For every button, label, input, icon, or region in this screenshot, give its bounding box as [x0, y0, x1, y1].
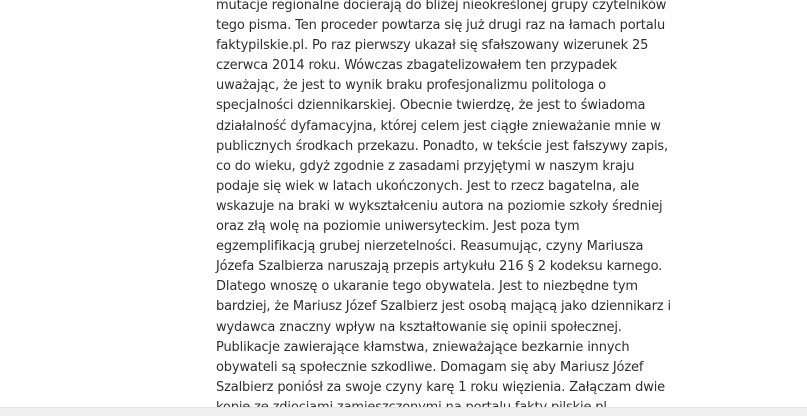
text-line: mutacje regionalne docierają do bliżej nieokreślonej grupy czytelników [216, 0, 667, 13]
text-line: tego pisma. Ten proceder powtarza się już drugi raz na łamach portalu [216, 18, 666, 34]
text-line: Józefa Szalbierza naruszają przepis artykułu 216 § 2 kodeksu karnego. [216, 259, 663, 275]
text-line: Publikacje zawierające kłamstwa, znieważające bezkarnie innych [216, 339, 630, 355]
text-line: Szalbierz poniósł za swoje czyny karę 1 roku więzienia. Załączam dwie [216, 379, 666, 395]
article-body [216, 0, 696, 418]
text-line: obywateli są społecznie szkodliwe. Domagam się aby Mariusz Józef [216, 359, 644, 375]
text-line: specjalności dziennikarskiej. Obecnie twierdzę, że jest to świadoma [216, 98, 646, 114]
text-line: egzemplifikacją grubej nierzetelności. Reasumując, czyny Mariusza [216, 239, 644, 255]
text-line: publicznych środkach przekazu. Ponadto, w tekście jest fałszywy zapis, [216, 138, 669, 154]
text-line: wskazuje na braki w wykształceniu autora na poziomie szkoły średniej [216, 198, 663, 214]
text-line: faktypilskie.pl. Po raz pierwszy ukazał się sfałszowany wizerunek 25 [216, 38, 649, 54]
text-line: wydawca znaczny wpływ na kształtowanie się opinii społecznej. [216, 319, 622, 335]
text-line: działalność dyfamacyjna, której celem jest ciągłe znieważanie mnie w [216, 118, 661, 134]
bottom-bar [0, 407, 807, 416]
text-line: czerwca 2014 roku. Wówczas zbagatelizowałem ten przypadek [216, 58, 618, 74]
text-line: co do wieku, gdyż zgodnie z zasadami przyjętymi w naszym kraju [216, 158, 635, 174]
text-line: Dlatego wnoszę o ukaranie tego obywatela. Jest to niezbędne tym [216, 279, 638, 295]
text-line: podaje się wiek w latach ukończonych. Jest to rzecz bagatelna, ale [216, 178, 640, 194]
text-line: bardziej, że Mariusz Józef Szalbierz jest osobą mającą jako dziennikarz i [216, 299, 671, 315]
text-line: uważając, że jest to wynik braku profesjonalizmu politologa o [216, 78, 606, 94]
text-line: oraz złą wolę na poziomie uniwersyteckim. Jest poza tym [216, 219, 580, 235]
